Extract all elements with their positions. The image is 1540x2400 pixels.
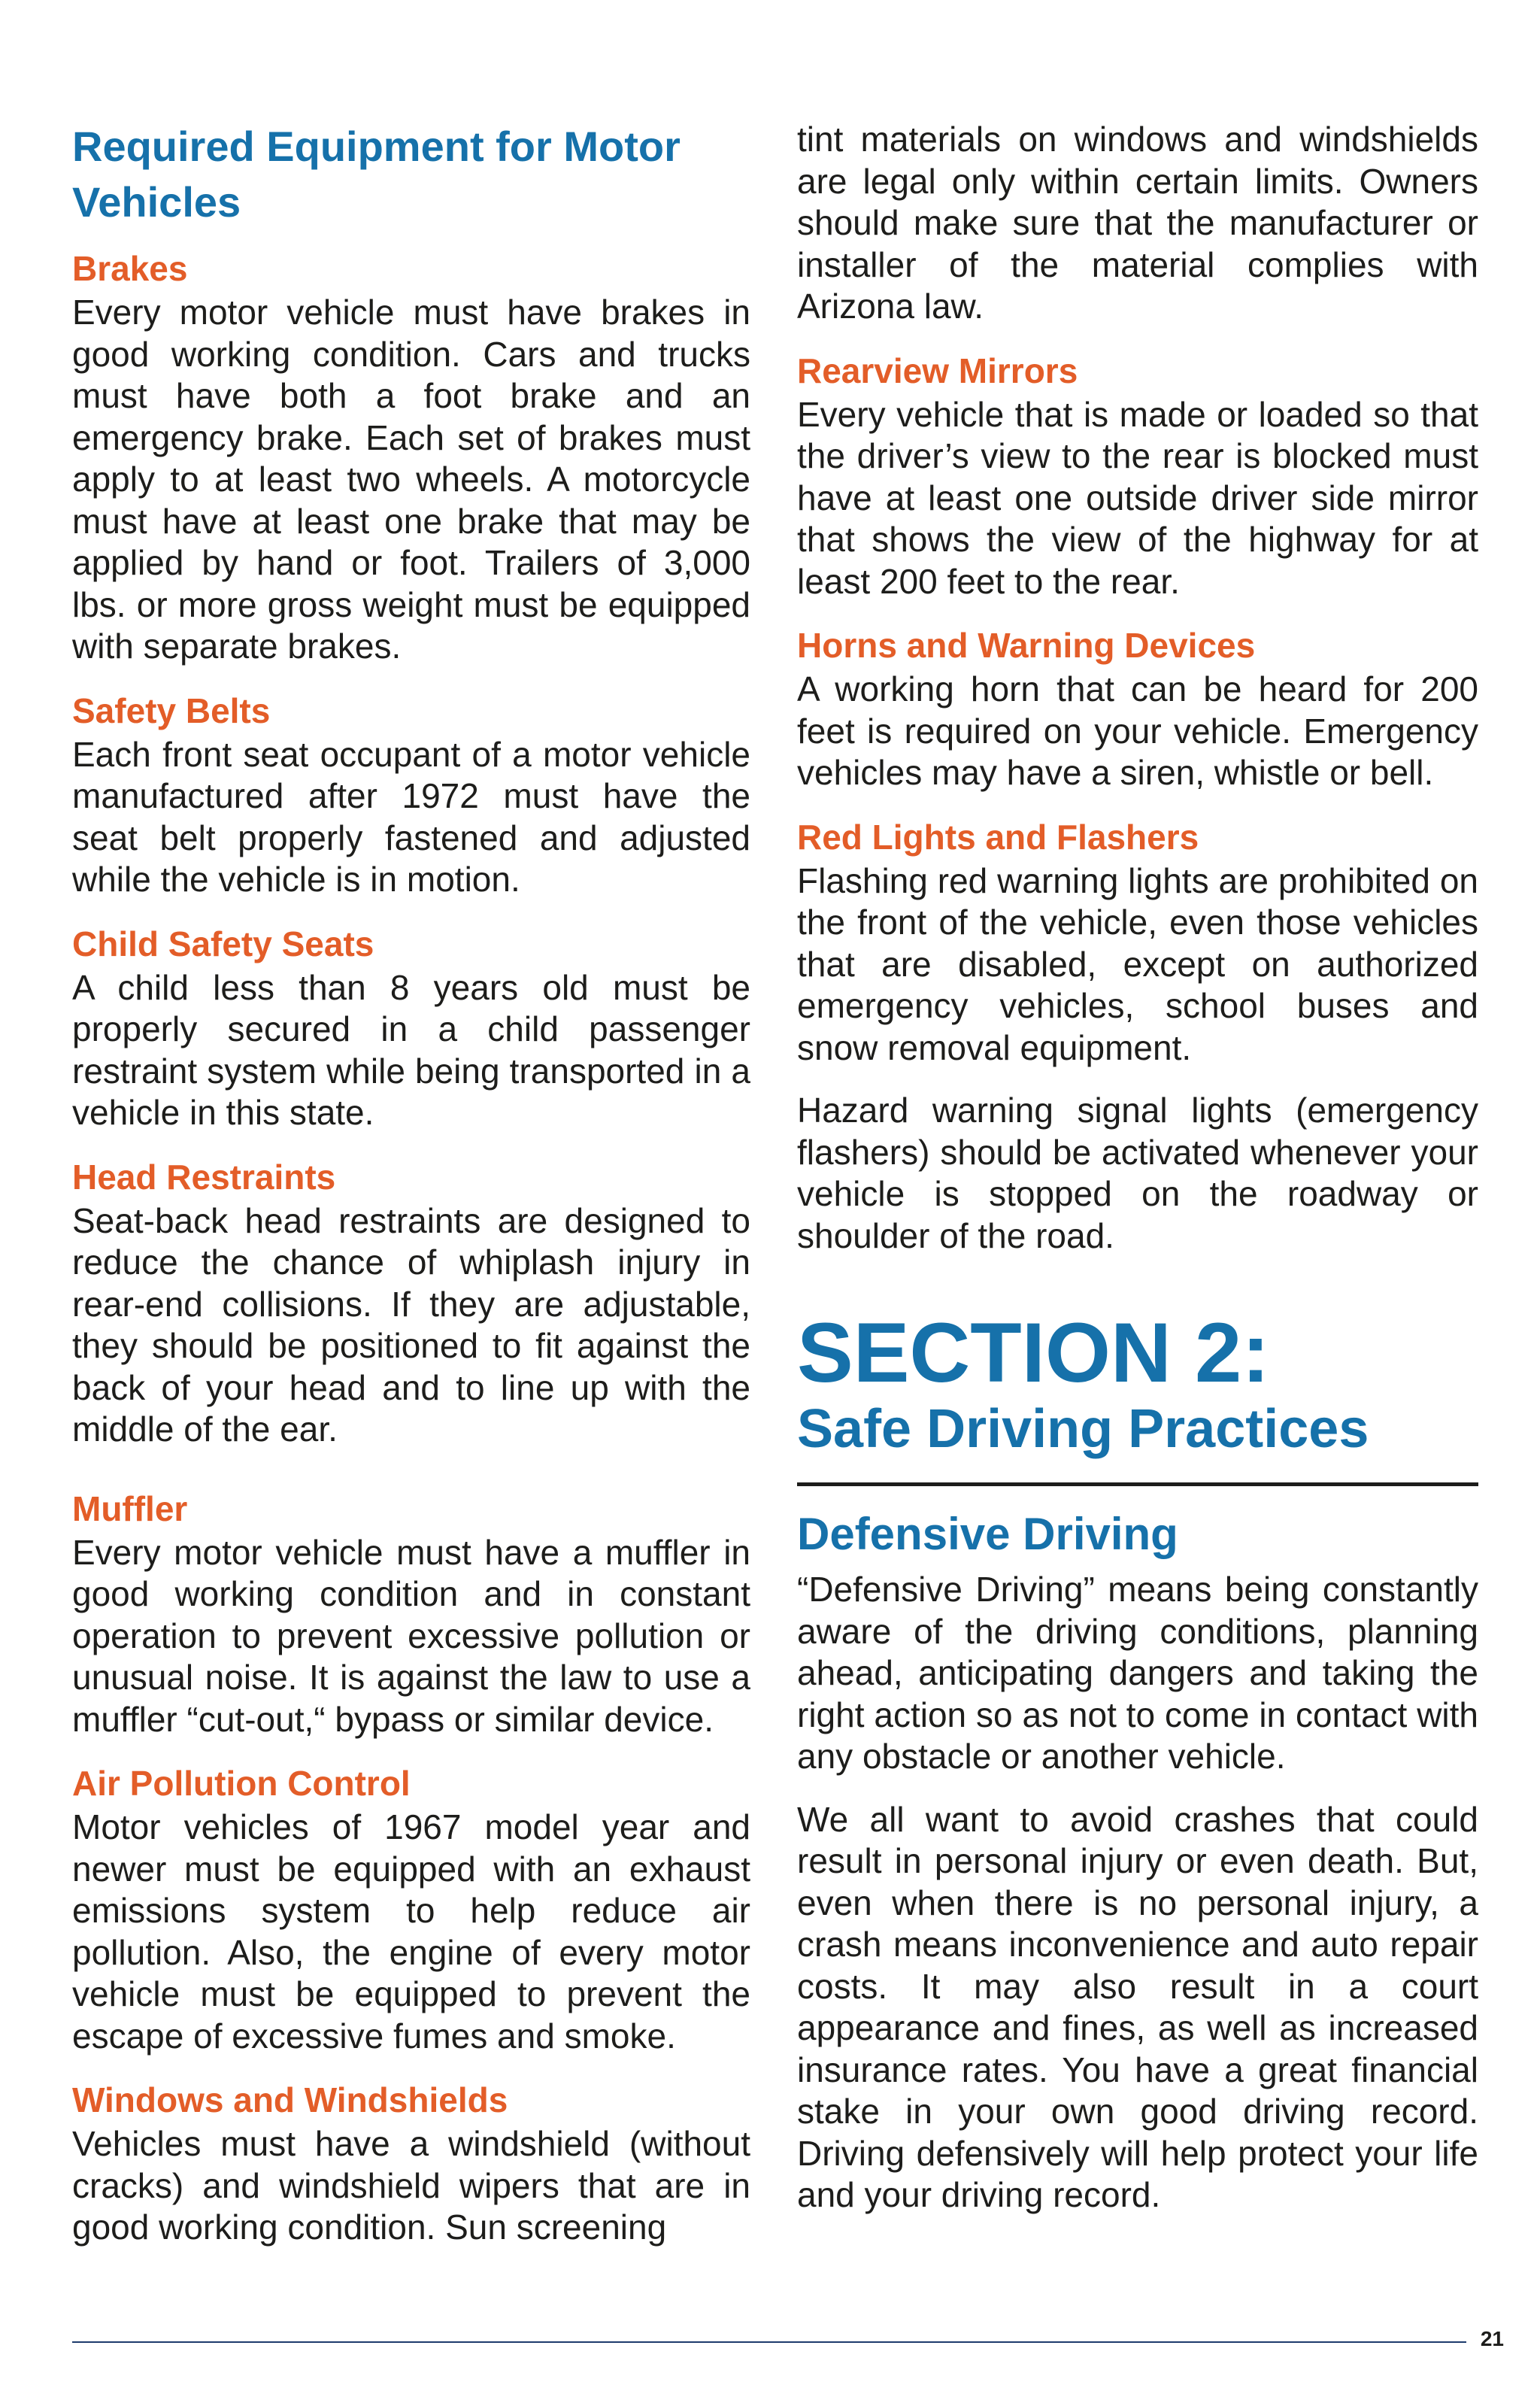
section-divider [797,1482,1478,1486]
heading-rearview-mirrors: Rearview Mirrors [797,350,1078,390]
heading-child-safety-seats: Child Safety Seats [72,924,374,963]
section-rearview-mirrors [797,349,1478,603]
section-muffler [72,1487,750,1741]
right-column [797,119,1478,2238]
heading-windows-windshields: Windows and Windshields [72,2080,508,2119]
heading-air-pollution-control: Air Pollution Control [72,1764,411,1803]
heading-defensive-driving: Defensive Driving [797,1509,1178,1559]
heading-head-restraints: Head Restraints [72,1157,336,1197]
paragraph-safety-belts: Each front seat occupant of a motor vehicle manufactured after 1972 must have the seat belt properly fastened and adjusted while the vehicle is in motion. [72,734,750,899]
paragraph-child-safety-seats: A child less than 8 years old must be properly secured in a child passenger restraint system while being transported in a vehicle in this state. [72,967,750,1132]
page-title: Required Equipment for Motor Vehicles [72,123,681,226]
heading-brakes: Brakes [72,249,188,288]
paragraph-brakes: Every motor vehicle must have brakes in good working condition. Cars and trucks must have both a foot brake and an emergency brake. Each set of brakes must apply to at least two wheels. A motorcycle must have at least one brake that may be applied by hand or foot. Trailers of 3,000 lbs. or more gross weight must be equipped with separate brakes. [72,293,750,666]
section-air-pollution-control [72,1761,750,2057]
paragraph-head-restraints: Seat-back head restraints are designed to reduce the chance of whiplash injury in rear-end collisions. If they are adjustable, they should be positioned to fit against the back of your head and to line up with the middle of the ear. [72,1200,750,1449]
paragraph-red-lights-flashers-1: Flashing red warning lights are prohibited on the front of the vehicle, even those vehicles that are disabled, except on authorized emergency vehicles, school buses and snow removal equipment. [797,860,1478,1067]
section-2-header [797,1306,1478,1461]
paragraph-windows-continuation: tint materials on windows and windshields are legal only within certain limits. Owners should make sure that the manufacturer or installer of the material complies with Arizona law. [797,120,1478,326]
paragraph-red-lights-flashers-2: Hazard warning signal lights (emergency flashers) should be activated whenever your vehicle is stopped on the roadway or shoulder of the road. [797,1091,1478,1255]
footer-rule [72,2341,1466,2343]
section-child-safety-seats [72,922,750,1134]
section-head-restraints [72,1155,750,1451]
section-red-lights-flashers [797,815,1478,1258]
heading-safety-belts: Safety Belts [72,690,271,730]
section-horns-warning-devices [797,624,1478,794]
left-column [72,113,750,2270]
paragraph-horns-warning-devices: A working horn that can be heard for 200 feet is required on your vehicle. Emergency vehicles may have a siren, whistle or bell. [797,669,1478,792]
paragraph-defensive-driving-2: We all want to avoid crashes that could result in personal injury or even death. But, even when there is no personal injury, a crash means inconvenience and auto repair costs. It may also result in a court appearance and fines, as well as increased insurance rates. You have a great financial stake in your own good driving record. Driving defensively will help protect your life and your driving record. [797,1799,1478,2214]
section-number: SECTION 2: [797,1306,1270,1400]
paragraph-defensive-driving-1: “Defensive Driving” means being constantly aware of the driving conditions, planning ahead, anticipating dangers and taking the right action so as not to come in contact with any obstacle or another vehicle. [797,1570,1478,1776]
paragraph-windows-windshields: Vehicles must have a windshield (without cracks) and windshield wipers that are in good working condition. Sun screening [72,2124,750,2247]
paragraph-muffler: Every motor vehicle must have a muffler in good working condition and in constant operation to prevent excessive pollution or unusual noise. It is against the law to use a muffler “cut-out,“ bypass or similar device. [72,1532,750,1739]
heading-red-lights-flashers: Red Lights and Flashers [797,817,1199,857]
section-windows-windshields [72,2078,750,2249]
heading-horns-warning-devices: Horns and Warning Devices [797,626,1256,665]
page-number: 21 [1480,2327,1504,2350]
paragraph-rearview-mirrors: Every vehicle that is made or loaded so that the driver’s view to the rear is blocked must have at least one outside driver side mirror that shows the view of the highway for at least 200 feet to the rear. [797,394,1478,601]
heading-muffler: Muffler [72,1488,188,1528]
paragraph-air-pollution-control: Motor vehicles of 1967 model year and newer must be equipped with an exhaust emissions system to help reduce air pollution. Also, the engine of every motor vehicle must be equipped to prevent the escape of excessive fumes and smoke. [72,1807,750,2056]
section-safety-belts [72,689,750,901]
section-title: Safe Driving Practices [797,1399,1369,1459]
section-brakes [72,247,750,668]
